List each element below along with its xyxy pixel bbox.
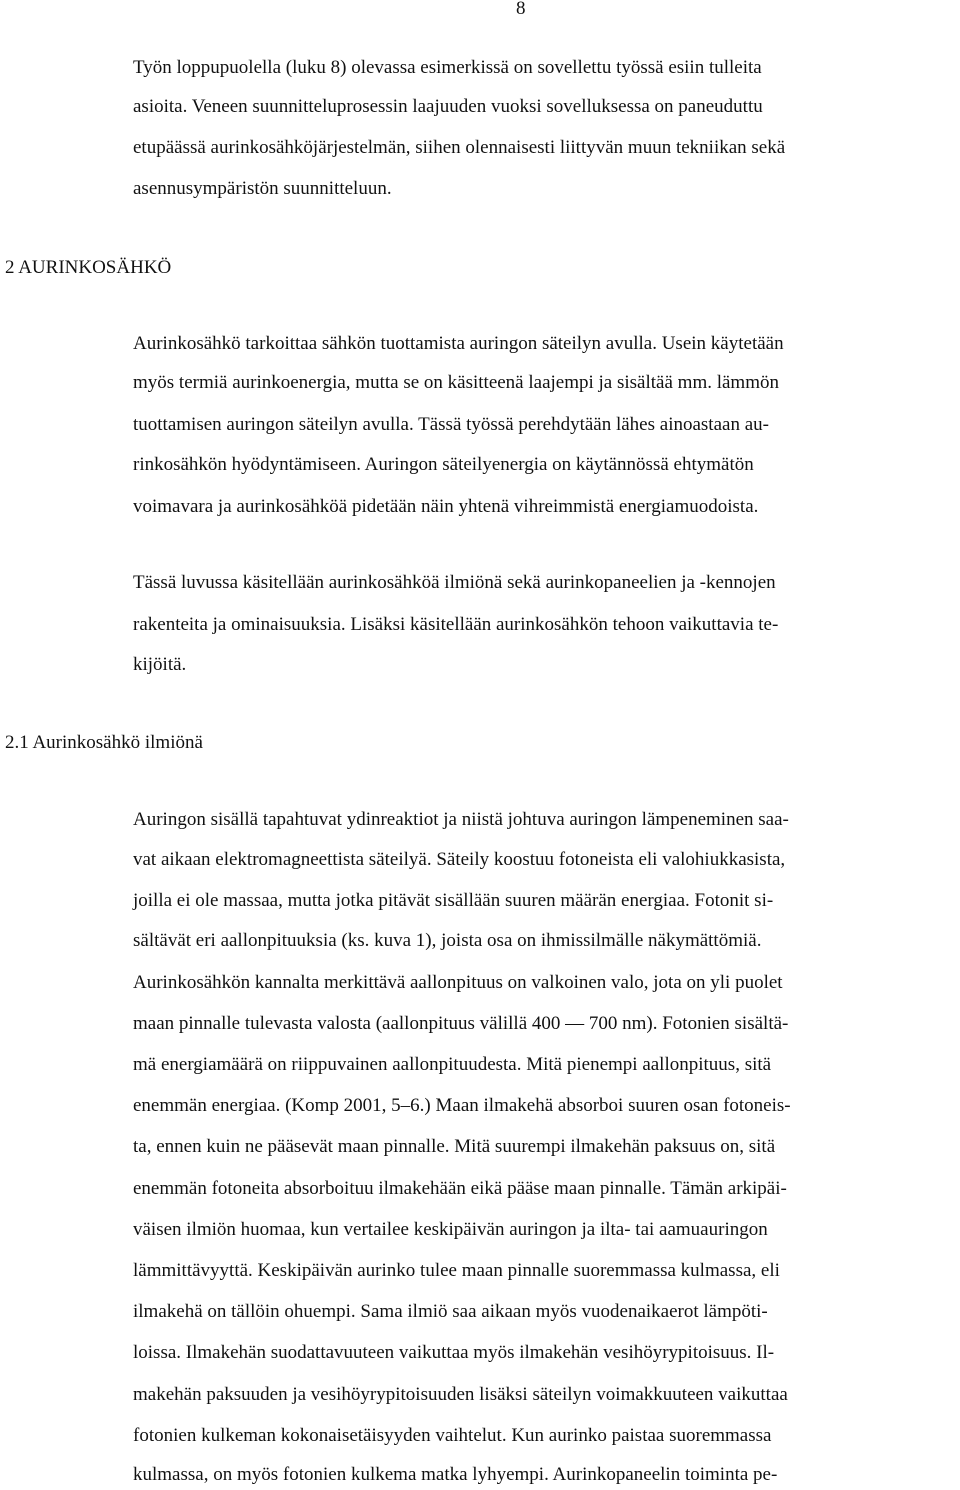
- text-line: ilmakehä on tällöin ohuempi. Sama ilmiö saa aikaan myös vuodenaikaerot lämpöti-: [133, 1301, 768, 1322]
- text-line: asennusympäristön suunnitteluun.: [133, 178, 392, 199]
- text-line: kijöitä.: [133, 654, 187, 675]
- text-line: enemmän energiaa. (Komp 2001, 5–6.) Maan ilmakehä absorboi suuren osan fotoneis-: [133, 1095, 791, 1116]
- text-line: voimavara ja aurinkosähköä pidetään näin yhtenä vihreimmistä energiamuodoista.: [133, 496, 759, 517]
- text-line: Aurinkosähkön kannalta merkittävä aallonpituus on valkoinen valo, jota on yli puolet: [133, 972, 783, 993]
- text-line: rakenteita ja ominaisuuksia. Lisäksi käsitellään aurinkosähkön tehoon vaikuttavia te-: [133, 614, 779, 635]
- text-line: rinkosähkön hyödyntämiseen. Auringon säteilyenergia on käytännössä ehtymätön: [133, 454, 754, 475]
- text-line: ta, ennen kuin ne pääsevät maan pinnalle. Mitä suurempi ilmakehän paksuus on, sitä: [133, 1136, 776, 1157]
- text-line: Tässä luvussa käsitellään aurinkosähköä ilmiönä sekä aurinkopaneelien ja -kennojen: [133, 572, 776, 593]
- text-line: asioita. Veneen suunnitteluprosessin laajuuden vuoksi sovelluksessa on paneuduttu: [133, 96, 763, 117]
- text-line: väisen ilmiön huomaa, kun vertailee keskipäivän auringon ja ilta- tai aamuauringon: [133, 1219, 768, 1240]
- text-line: joilla ei ole massaa, mutta jotka pitävät sisällään suuren määrän energiaa. Fotonit si-: [133, 890, 774, 911]
- text-line: makehän paksuuden ja vesihöyrypitoisuuden lisäksi säteilyn voimakkuuteen vaikuttaa: [133, 1384, 788, 1405]
- section-heading: 2 AURINKOSÄHKÖ: [5, 257, 172, 278]
- text-line: mä energiamäärä on riippuvainen aallonpituudesta. Mitä pienempi aallonpituus, sitä: [133, 1054, 772, 1075]
- text-line: Työn loppupuolella (luku 8) olevassa esimerkissä on sovellettu työssä esiin tulleita: [133, 57, 762, 78]
- text-line: Aurinkosähkö tarkoittaa sähkön tuottamista auringon säteilyn avulla. Usein käytetään: [133, 333, 784, 354]
- text-line: vat aikaan elektromagneettista säteilyä. Säteily koostuu fotoneista eli valohiukkasista,: [133, 849, 786, 870]
- text-line: loissa. Ilmakehän suodattavuuteen vaikuttaa myös ilmakehän vesihöyrypitoisuus. Il-: [133, 1342, 775, 1363]
- text-line: maan pinnalle tulevasta valosta (aallonpituus välillä 400 — 700 nm). Fotonien sisältä-: [133, 1013, 789, 1034]
- text-line: sältävät eri aallonpituuksia (ks. kuva 1), joista osa on ihmissilmälle näkymättömiä.: [133, 930, 762, 951]
- page-number: 8: [516, 0, 526, 19]
- text-line: fotonien kulkeman kokonaisetäisyyden vaihtelut. Kun aurinko paistaa suoremmassa: [133, 1425, 772, 1446]
- text-line: lämmittävyyttä. Keskipäivän aurinko tulee maan pinnalle suoremmassa kulmassa, eli: [133, 1260, 780, 1281]
- text-line: tuottamisen auringon säteilyn avulla. Tässä työssä perehdytään lähes ainoastaan au-: [133, 414, 769, 435]
- text-line: enemmän fotoneita absorboituu ilmakehään eikä pääse maan pinnalle. Tämän arkipäi-: [133, 1178, 787, 1199]
- subsection-heading: 2.1 Aurinkosähkö ilmiönä: [5, 732, 203, 753]
- text-line: myös termiä aurinkoenergia, mutta se on käsitteenä laajempi ja sisältää mm. lämmön: [133, 372, 779, 393]
- text-line: kulmassa, on myös fotonien kulkema matka lyhyempi. Aurinkopaneelin toiminta pe-: [133, 1464, 778, 1485]
- text-line: etupäässä aurinkosähköjärjestelmän, siihen olennaisesti liittyvän muun tekniikan sekä: [133, 137, 786, 158]
- text-line: Auringon sisällä tapahtuvat ydinreaktiot ja niistä johtuva auringon lämpeneminen saa-: [133, 809, 789, 830]
